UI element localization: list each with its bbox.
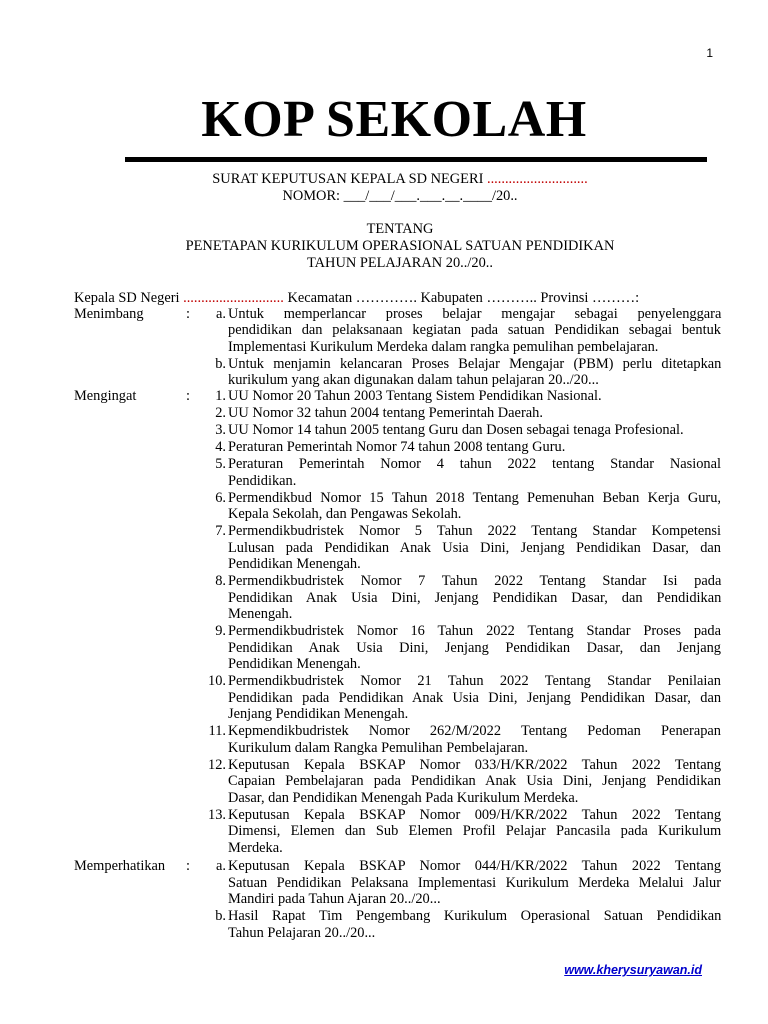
mengingat-item xyxy=(74,723,721,756)
decree-title-line xyxy=(0,171,768,188)
item-text xyxy=(228,908,721,941)
item-text-line: Untuk memperlancar proses belajar mengajar sebagai penyelenggara xyxy=(228,305,722,322)
item-marker: 8. xyxy=(215,573,226,589)
item-text-line: Keputusan Kepala BSKAP Nomor 009/H/KR/2022 Tahun 2022 Tentang xyxy=(228,806,722,823)
item-text xyxy=(228,306,721,356)
item-marker: 6. xyxy=(215,489,226,506)
item-text-line: Permendikbudristek Nomor 5 Tahun 2022 Tentang Standar Kompetensi xyxy=(228,523,721,539)
item-text-line: Menengah. xyxy=(228,606,293,622)
item-text-line: Permendikbudristek Nomor 16 Tahun 2022 Tentang Standar Proses pada xyxy=(228,623,721,639)
item-text-line: Kurikulum dalam Rangka Pemulihan Pembelajaran. xyxy=(228,739,529,756)
item-text-line: Peraturan Pemerintah Nomor 4 tahun 2022 tentang Standar Nasional xyxy=(228,456,721,472)
decree-number: NOMOR: ___/___/___.___.__.____/20.. xyxy=(282,188,518,204)
mengingat-colon: : xyxy=(186,388,190,404)
decree-about: TENTANG xyxy=(366,221,434,237)
item-text xyxy=(228,523,721,573)
mengingat-item xyxy=(74,490,721,523)
item-text xyxy=(228,858,721,908)
item-text-line: Satuan Pendidikan Pelaksana Implementasi Kurikulum Merdeka Melalui Jalur xyxy=(228,874,721,891)
item-text-line: Dasar, dan Pendidikan Menengah Pada Kurikulum Merdeka. xyxy=(228,789,579,806)
item-text-line: Pendidikan Menengah. xyxy=(228,656,361,672)
mengingat-item xyxy=(74,388,721,405)
mengingat-item xyxy=(74,456,721,489)
mengingat-label: Mengingat xyxy=(74,388,137,404)
item-text xyxy=(228,573,721,623)
item-text-line: Keputusan Kepala BSKAP Nomor 044/H/KR/2022 Tahun 2022 Tentang xyxy=(228,858,722,874)
item-text-line: Hasil Rapat Tim Pengembang Kurikulum Operasional Satuan Pendidikan xyxy=(228,908,722,924)
item-text xyxy=(228,757,721,807)
item-text-line: Keputusan Kepala BSKAP Nomor 033/H/KR/2022 Tahun 2022 Tentang xyxy=(228,756,722,773)
item-marker: b. xyxy=(215,355,226,372)
menimbang-item xyxy=(74,356,721,389)
item-marker: 1. xyxy=(215,388,226,404)
mengingat-item xyxy=(74,807,721,857)
item-text xyxy=(228,673,721,723)
item-marker: 5. xyxy=(215,456,226,472)
item-marker: 7. xyxy=(215,523,226,539)
menimbang-label: Menimbang xyxy=(74,305,144,322)
item-text xyxy=(228,456,721,489)
decree-title-dots: ............................ xyxy=(486,171,588,187)
mengingat-item xyxy=(74,439,721,456)
item-marker: 11. xyxy=(208,723,226,739)
intro-prefix: Kepala SD Negeri xyxy=(74,290,180,306)
item-marker: 3. xyxy=(215,422,226,438)
item-text-line: Mandiri pada Tahun Ajaran 20../20... xyxy=(228,891,441,907)
item-text-line: Permendikbud Nomor 15 Tahun 2018 Tentang Pemenuhan Beban Kerja Guru, xyxy=(228,489,721,506)
item-marker: a. xyxy=(216,305,226,322)
item-marker: 13. xyxy=(208,806,226,823)
mengingat-item xyxy=(74,523,721,573)
item-marker: a. xyxy=(216,858,226,874)
item-text-line: kurikulum yang akan digunakan dalam tahun pelajaran 20../20... xyxy=(228,372,599,388)
item-text xyxy=(228,439,721,456)
item-text-line: Implementasi Kurikulum Merdeka dalam rangka pemulihan pembelajaran. xyxy=(228,338,659,355)
decree-title: SURAT KEPUTUSAN KEPALA SD NEGERI xyxy=(212,171,484,187)
letterhead-title: KOP SEKOLAH xyxy=(201,91,587,148)
item-text xyxy=(228,405,721,422)
item-text xyxy=(228,356,721,389)
item-marker: 10. xyxy=(208,673,226,689)
mengingat-item xyxy=(74,757,721,807)
item-text xyxy=(228,807,721,857)
intro-rest: Kecamatan …………. Kabupaten ……….. Provinsi ………: xyxy=(287,290,640,306)
item-text xyxy=(228,422,721,439)
item-text-line: Kepmendikbudristek Nomor 262/M/2022 Tentang Pedoman Penerapan xyxy=(228,723,721,739)
item-text-line: Pendidikan. xyxy=(228,472,297,489)
item-text-line: Capaian Pembelajaran pada Pendidikan Anak Usia Dini, Jenjang Pendidikan xyxy=(228,773,721,789)
item-marker: 9. xyxy=(215,623,226,639)
item-text-line: Permendikbudristek Nomor 21 Tahun 2022 Tentang Standar Penilaian xyxy=(228,673,721,689)
item-text-line: Pendidikan Anak Usia Dini, Jenjang Pendidikan Dasar, dan Pendidikan xyxy=(228,589,722,606)
item-marker: b. xyxy=(215,908,226,924)
intro-line xyxy=(74,290,639,307)
mengingat-item xyxy=(74,623,721,673)
mengingat-item xyxy=(74,673,721,723)
item-text-line: Pendidikan Menengah. xyxy=(228,556,361,572)
item-text xyxy=(228,723,721,756)
page-number: 1 xyxy=(706,46,713,60)
item-text-line: Peraturan Pemerintah Nomor 74 tahun 2008 tentang Guru. xyxy=(228,439,566,455)
item-text-line: pendidikan dan pelaksanaan kegiatan pada satuan Pendidikan sebagai bentuk xyxy=(228,322,721,338)
decree-subject-line1: PENETAPAN KURIKULUM OPERASIONAL SATUAN PENDIDIKAN xyxy=(185,238,615,254)
item-marker: 4. xyxy=(215,439,226,455)
item-text-line: Permendikbudristek Nomor 7 Tahun 2022 Tentang Standar Isi pada xyxy=(228,573,722,589)
mengingat-item xyxy=(74,422,721,439)
item-text-line: Tahun Pelajaran 20../20... xyxy=(228,924,376,941)
mengingat-item xyxy=(74,405,721,422)
mengingat-item xyxy=(74,573,721,623)
item-text-line: UU Nomor 32 tahun 2004 tentang Pemerintah Daerah. xyxy=(228,405,543,421)
item-text xyxy=(228,490,721,523)
item-text-line: Pendidikan Anak Usia Dini, Jenjang Pendidikan Dasar, dan Jenjang xyxy=(228,639,721,656)
intro-dots: ............................ xyxy=(183,290,284,306)
item-text-line: Dimensi, Elemen dan Sub Elemen Profil Pelajar Pancasila pada Kurikulum xyxy=(228,823,722,839)
decree-subject-line2: TAHUN PELAJARAN 20../20.. xyxy=(307,255,493,271)
item-text-line: Pendidikan pada Pendidikan Anak Usia Dini, Jenjang Pendidikan Dasar, dan xyxy=(228,689,722,706)
memperhatikan-item xyxy=(74,908,721,941)
letterhead-rule xyxy=(125,157,707,162)
item-text-line: Kepala Sekolah, dan Pengawas Sekolah. xyxy=(228,506,462,522)
item-text-line: Lulusan pada Pendidikan Anak Usia Dini, Jenjang Pendidikan Dasar, dan xyxy=(228,539,721,556)
menimbang-colon: : xyxy=(186,305,190,322)
item-marker: 2. xyxy=(215,405,226,421)
footer-link[interactable]: www.kherysuryawan.id xyxy=(564,963,702,977)
memperhatikan-label: Memperhatikan xyxy=(74,858,166,874)
item-text xyxy=(228,388,721,405)
item-text-line: Untuk menjamin kelancaran Proses Belajar Mengajar (PBM) perlu ditetapkan xyxy=(228,355,722,372)
memperhatikan-colon: : xyxy=(186,858,190,874)
menimbang-item xyxy=(74,306,721,356)
item-marker: 12. xyxy=(208,756,226,773)
item-text-line: UU Nomor 14 tahun 2005 tentang Guru dan Dosen sebagai tenaga Profesional. xyxy=(228,422,684,438)
item-text-line: UU Nomor 20 Tahun 2003 Tentang Sistem Pendidikan Nasional. xyxy=(228,388,602,404)
item-text-line: Jenjang Pendidikan Menengah. xyxy=(228,706,409,722)
memperhatikan-item xyxy=(74,858,721,908)
item-text-line: Merdeka. xyxy=(228,839,283,856)
item-text xyxy=(228,623,721,673)
